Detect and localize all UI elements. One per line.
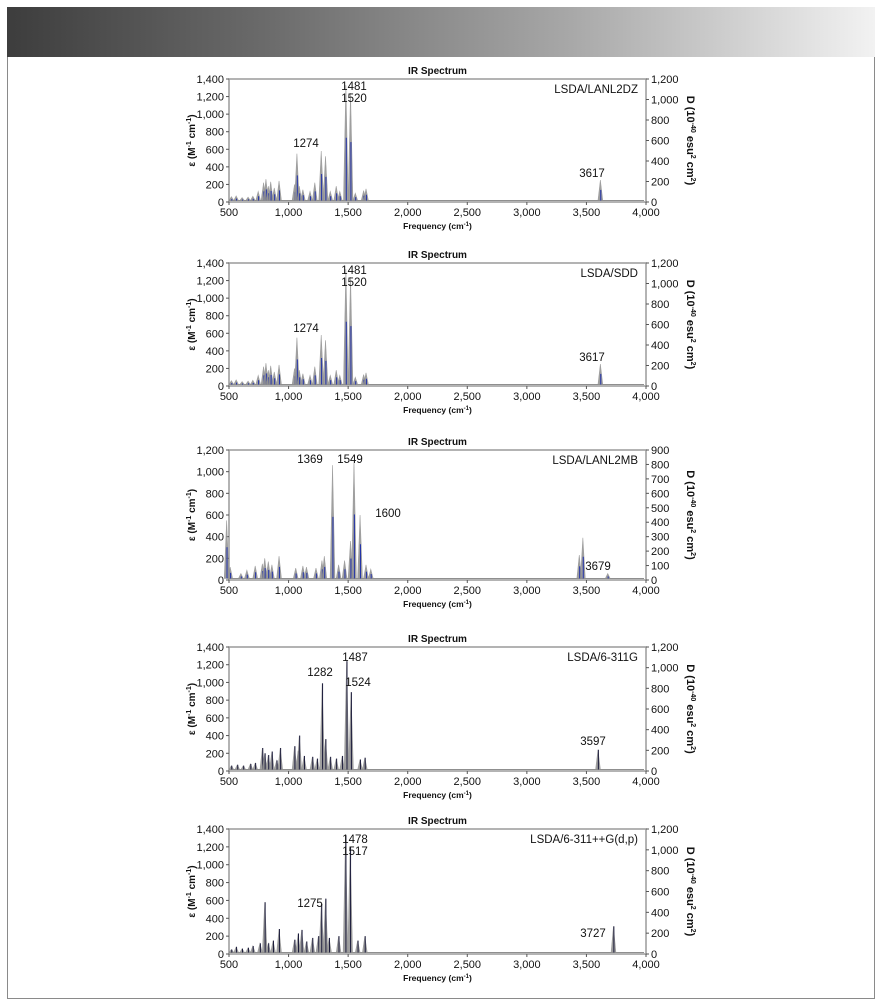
y2-tick-label: 600 xyxy=(651,488,670,501)
y-tick-label: 400 xyxy=(205,345,224,358)
y-tick-label: 1,000 xyxy=(196,109,224,122)
ir-spectrum-chart-sdd xyxy=(180,246,700,431)
y2-tick-label: 200 xyxy=(651,928,670,941)
y2-tick-label: 800 xyxy=(651,299,670,311)
x-tick-label: 2,500 xyxy=(453,391,482,403)
x-tick-label: 3,500 xyxy=(572,391,601,403)
y2-tick-label: 600 xyxy=(651,135,670,148)
x-tick-label: 2,000 xyxy=(393,776,422,788)
y2-tick-label: 100 xyxy=(651,560,670,573)
y-tick-label: 1,200 xyxy=(196,91,224,104)
peak-label: 1520 xyxy=(341,277,367,289)
y2-tick-label: 1,000 xyxy=(651,844,679,857)
x-tick-label: 1,000 xyxy=(274,959,303,971)
y-tick-label: 600 xyxy=(205,328,224,341)
y-tick-label: 1,000 xyxy=(196,859,224,872)
y2-axis-label: D ($10^{-40}$ esu$^2$ $cm^2$) xyxy=(684,846,696,937)
y-tick-label: 1,000 xyxy=(196,677,224,690)
y-tick-label: 1,200 xyxy=(196,275,224,288)
x-tick-label: 500 xyxy=(219,391,239,403)
method-label: LSDA/SDD xyxy=(580,268,638,280)
x-tick-label: 2,000 xyxy=(393,585,422,597)
x-tick-label: 4,000 xyxy=(632,585,660,597)
x-tick-label: 3,000 xyxy=(513,207,541,219)
y-tick-label: 400 xyxy=(205,730,224,743)
peak-label: 1520 xyxy=(341,93,367,105)
y2-tick-label: 600 xyxy=(651,319,670,332)
y2-tick-label: 800 xyxy=(651,683,670,696)
y-tick-label: 1,200 xyxy=(196,841,224,854)
peak-label: 3597 xyxy=(580,736,606,748)
y2-tick-label: 200 xyxy=(651,176,670,189)
x-tick-label: 500 xyxy=(219,959,239,971)
y-tick-label: 400 xyxy=(205,531,224,544)
chart-title: IR Spectrum xyxy=(408,816,467,827)
x-axis-label: Frequency $(cm^{-1})$ xyxy=(403,973,472,983)
peak-label: 1282 xyxy=(307,667,333,679)
y2-tick-label: 1,200 xyxy=(651,642,679,654)
peak-label: 1274 xyxy=(293,323,319,335)
peak-label: 3617 xyxy=(579,168,605,180)
x-tick-label: 3,000 xyxy=(513,776,541,788)
y-tick-label: 1,000 xyxy=(196,293,224,306)
y-tick-label: 400 xyxy=(205,161,224,174)
y2-tick-label: 800 xyxy=(651,865,670,878)
peak-label: 1481 xyxy=(341,265,367,277)
y-tick-label: 600 xyxy=(205,144,224,157)
y2-tick-label: 1,000 xyxy=(651,662,679,675)
x-tick-label: 2,500 xyxy=(453,776,482,788)
y-tick-label: 0 xyxy=(217,949,224,961)
x-tick-label: 1,000 xyxy=(274,776,303,788)
y2-tick-label: 200 xyxy=(651,745,670,758)
y2-tick-label: 800 xyxy=(651,459,670,472)
y2-tick-label: 1,200 xyxy=(651,258,679,270)
y-tick-label: 1,200 xyxy=(196,445,224,457)
x-tick-label: 500 xyxy=(219,207,239,219)
x-tick-label: 3,000 xyxy=(513,959,541,971)
y2-axis-label-group xyxy=(684,470,696,560)
x-tick-label: 3,000 xyxy=(513,585,541,597)
y-tick-label: 1,400 xyxy=(196,824,224,836)
y-tick-label: 0 xyxy=(217,381,224,393)
y-tick-label: 800 xyxy=(205,695,224,708)
y2-axis-label-group xyxy=(684,280,696,370)
y-axis-label: ε ($M^{-1}$ $cm^{-1}$) xyxy=(186,682,198,736)
y2-tick-label: 400 xyxy=(651,724,670,737)
y2-tick-label: 400 xyxy=(651,517,670,530)
x-tick-label: 3,500 xyxy=(572,585,601,597)
y2-tick-label: 1,000 xyxy=(651,94,679,107)
x-axis-label: Frequency $(cm^{-1})$ xyxy=(403,599,472,609)
x-axis-label: Frequency $(cm^{-1})$ xyxy=(403,405,472,415)
method-label: LSDA/LANL2MB xyxy=(552,455,638,467)
y-tick-label: 0 xyxy=(217,197,224,209)
y2-tick-label: 600 xyxy=(651,886,670,899)
y2-tick-label: 0 xyxy=(651,575,658,587)
x-tick-label: 2,500 xyxy=(453,207,482,219)
y2-axis-label-group xyxy=(684,664,696,754)
x-tick-label: 2,000 xyxy=(393,207,422,219)
y2-tick-label: 400 xyxy=(651,156,670,168)
x-tick-label: 2,000 xyxy=(393,391,422,403)
y2-tick-label: 400 xyxy=(651,340,670,352)
y2-axis-label: D ($10^{-40}$ esu$^2$ $cm^2$) xyxy=(684,279,696,370)
y-tick-label: 400 xyxy=(205,913,224,926)
y-axis-label-group xyxy=(186,865,198,917)
y2-tick-label: 1,200 xyxy=(651,824,679,836)
y2-tick-label: 1,200 xyxy=(651,74,679,86)
y2-tick-label: 400 xyxy=(651,907,670,920)
y-tick-label: 0 xyxy=(217,575,224,587)
y-axis-label-group xyxy=(186,298,198,350)
ir-spectrum-chart-lanl2mb xyxy=(180,433,700,623)
y-tick-label: 1,400 xyxy=(196,642,224,654)
x-tick-label: 1,500 xyxy=(334,585,362,597)
ir-spectrum-chart-6-311ppgdp xyxy=(180,812,700,1002)
y-tick-label: 800 xyxy=(205,310,224,323)
chart-title: IR Spectrum xyxy=(408,634,467,645)
peak-label: 1549 xyxy=(337,454,363,466)
y-tick-label: 800 xyxy=(205,488,224,501)
chart-title: IR Spectrum xyxy=(408,66,467,77)
y2-tick-label: 300 xyxy=(651,531,670,544)
ir-spectrum-chart-6-311g xyxy=(180,630,700,815)
peak-label: 1369 xyxy=(297,454,323,466)
peak-label: 1517 xyxy=(342,846,368,858)
plot-area xyxy=(229,79,646,202)
y-axis-label: ε ($M^{-1}$ $cm^{-1}$) xyxy=(186,114,198,167)
y-tick-label: 200 xyxy=(205,931,224,944)
y-tick-label: 800 xyxy=(205,877,224,890)
y2-axis-label: D ($10^{-40}$ esu$^2$ $cm^2$) xyxy=(684,470,696,560)
y-tick-label: 1,200 xyxy=(196,659,224,672)
peak-label: 3617 xyxy=(579,352,605,364)
y2-tick-label: 900 xyxy=(651,445,670,457)
y-tick-label: 200 xyxy=(205,553,224,566)
peak-label: 1524 xyxy=(345,677,371,689)
y-axis-label: ε ($M^{-1}$ $cm^{-1}$) xyxy=(186,298,198,351)
x-tick-label: 2,000 xyxy=(393,959,422,971)
peak-label: 1481 xyxy=(341,81,367,93)
peak-label: 1274 xyxy=(293,138,319,150)
y2-tick-label: 800 xyxy=(651,115,670,127)
peak-label: 1478 xyxy=(342,834,368,846)
y-tick-label: 0 xyxy=(217,766,224,778)
x-tick-label: 4,000 xyxy=(632,959,660,971)
y-tick-label: 1,400 xyxy=(196,258,224,270)
x-tick-label: 1,000 xyxy=(274,207,303,219)
peak-label: 1275 xyxy=(297,898,323,910)
y-axis-label-group xyxy=(186,683,198,735)
x-tick-label: 3,000 xyxy=(513,391,541,403)
y-axis-label: ε ($M^{-1}$ $cm^{-1}$) xyxy=(186,865,198,918)
peak-label: 1600 xyxy=(375,508,401,520)
peak-label: 3679 xyxy=(585,561,611,573)
y2-tick-label: 500 xyxy=(651,502,670,515)
y2-tick-label: 700 xyxy=(651,473,670,486)
y-axis-label: ε ($M^{-1}$ $cm^{-1}$) xyxy=(186,488,198,542)
y2-axis-label: D ($10^{-40}$ esu$^2$ $cm^2$) xyxy=(684,664,696,754)
x-axis-label: Frequency $(cm^{-1})$ xyxy=(403,221,472,231)
x-tick-label: 2,500 xyxy=(453,585,482,597)
y-tick-label: 600 xyxy=(205,712,224,725)
y2-axis-label-group xyxy=(684,96,696,186)
y-tick-label: 600 xyxy=(205,510,224,522)
y-tick-label: 200 xyxy=(205,363,224,376)
y-tick-label: 600 xyxy=(205,895,224,908)
y2-tick-label: 200 xyxy=(651,360,670,373)
x-tick-label: 3,500 xyxy=(572,207,601,219)
y2-tick-label: 0 xyxy=(651,197,658,209)
plot-area xyxy=(229,647,646,771)
y2-tick-label: 600 xyxy=(651,704,670,716)
x-tick-label: 1,500 xyxy=(334,959,362,971)
x-tick-label: 1,500 xyxy=(334,391,362,403)
x-tick-label: 4,000 xyxy=(632,776,660,788)
x-tick-label: 500 xyxy=(219,776,239,788)
peak-label: 3727 xyxy=(580,928,606,940)
x-tick-label: 3,500 xyxy=(572,959,601,971)
y2-tick-label: 1,000 xyxy=(651,278,679,291)
y-tick-label: 200 xyxy=(205,179,224,192)
header-gradient-bar xyxy=(7,7,875,57)
y2-tick-label: 200 xyxy=(651,546,670,559)
method-label: LSDA/6-311++G(d,p) xyxy=(530,834,638,846)
ir-spectrum-chart-lanl2dz xyxy=(180,62,700,247)
y2-tick-label: 0 xyxy=(651,381,658,393)
method-label: LSDA/LANL2DZ xyxy=(554,84,638,96)
y2-axis-label: D ($10^{-40}$ esu$^2$ $cm^2$) xyxy=(684,95,696,186)
y-tick-label: 800 xyxy=(205,126,224,139)
y-axis-label-group xyxy=(186,114,198,166)
y2-tick-label: 0 xyxy=(651,949,658,961)
y2-axis-label-group xyxy=(684,847,696,937)
chart-title: IR Spectrum xyxy=(408,250,467,261)
chart-title: IR Spectrum xyxy=(408,437,467,448)
method-label: LSDA/6-311G xyxy=(567,652,638,664)
x-axis-label: Frequency $(cm^{-1})$ xyxy=(403,790,472,800)
x-tick-label: 1,000 xyxy=(274,391,303,403)
y-tick-label: 1,400 xyxy=(196,74,224,86)
x-tick-label: 500 xyxy=(219,585,239,597)
x-tick-label: 1,500 xyxy=(334,776,362,788)
y-tick-label: 200 xyxy=(205,748,224,761)
x-tick-label: 1,000 xyxy=(274,585,303,597)
y2-tick-label: 0 xyxy=(651,766,658,778)
y-tick-label: 1,000 xyxy=(196,466,224,479)
x-tick-label: 4,000 xyxy=(632,207,660,219)
x-tick-label: 4,000 xyxy=(632,391,660,403)
x-tick-label: 2,500 xyxy=(453,959,482,971)
y-axis-label-group xyxy=(186,489,198,541)
plot-area xyxy=(229,263,646,386)
peak-label: 1487 xyxy=(342,652,368,664)
x-tick-label: 3,500 xyxy=(572,776,601,788)
x-tick-label: 1,500 xyxy=(334,207,362,219)
